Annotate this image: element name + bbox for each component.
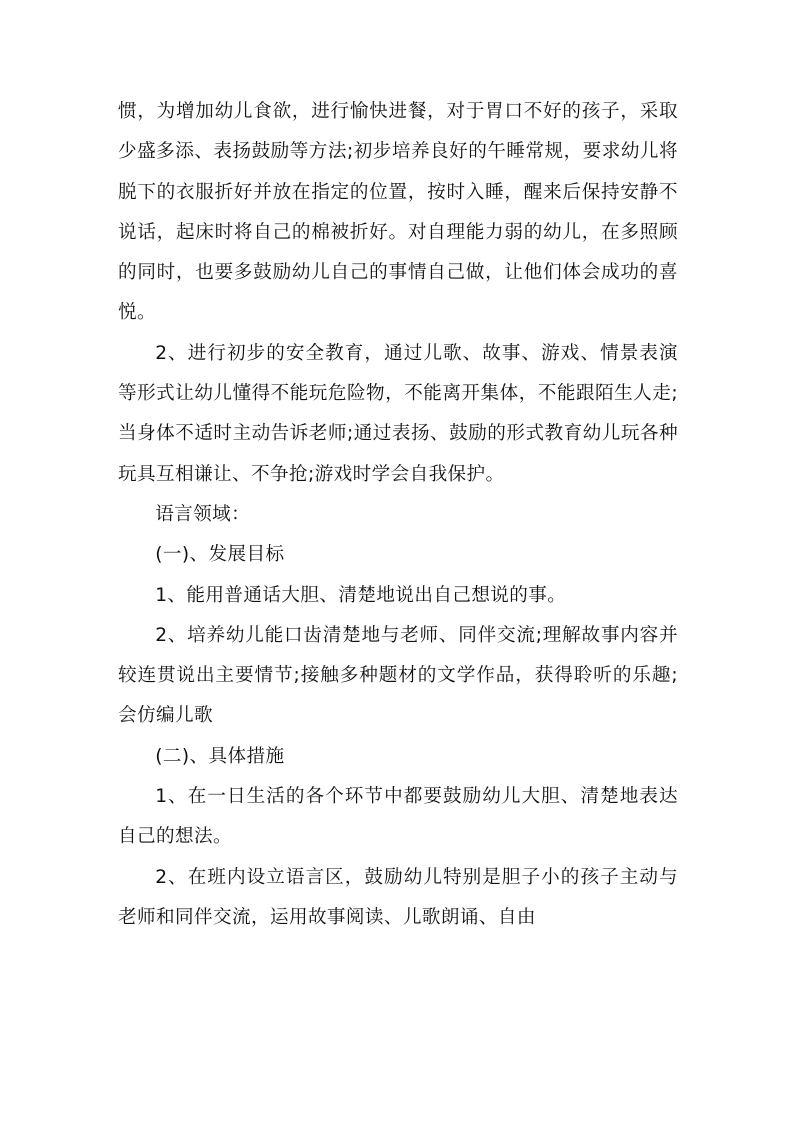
subheading-development-goals: (一)、发展目标: [155, 544, 285, 566]
measure-item-1: 1、在一日生活的各个环节中都要鼓励幼儿大胆、清楚地表达自己的想法。: [118, 786, 678, 848]
section-heading-language: 语言领域：: [155, 503, 251, 525]
document-body: [118, 92, 678, 938]
subheading-specific-measures: (二)、具体措施: [155, 745, 285, 767]
paragraph-safety-education: 2、进行初步的安全教育，通过儿歌、故事、游戏、情景表演等形式让幼儿懂得不能玩危险物，不能离开集体，不能跟陌生人走;当身体不适时主动告诉老师;通过表扬、鼓励的形式教育幼儿玩各种玩具互相谦让、不争抢;游戏时学会自我保护。: [118, 342, 678, 485]
paragraph-continuation-self-care: 惯，为增加幼儿食欲，进行愉快进餐，对于胃口不好的孩子，采取少盛多添、表扬鼓励等方法;初步培养良好的午睡常规，要求幼儿将脱下的衣服折好并放在指定的位置，按时入睡，醒来后保持安静不说话，起床时将自己的棉被折好。对自理能力弱的幼儿，在多照顾的同时，也要多鼓励幼儿自己的事情自己做，让他们体会成功的喜悦。: [118, 101, 678, 324]
measure-item-2: 2、在班内设立语言区，鼓励幼儿特别是胆子小的孩子主动与老师和同伴交流，运用故事阅读、儿歌朗诵、自由: [118, 866, 678, 928]
goal-item-2: 2、培养幼儿能口齿清楚地与老师、同伴交流;理解故事内容并较连贯说出主要情节;接触多种题材的文学作品，获得聆听的乐趣;会仿编儿歌: [118, 624, 678, 727]
goal-item-1: 1、能用普通话大胆、清楚地说出自己想说的事。: [155, 584, 567, 606]
